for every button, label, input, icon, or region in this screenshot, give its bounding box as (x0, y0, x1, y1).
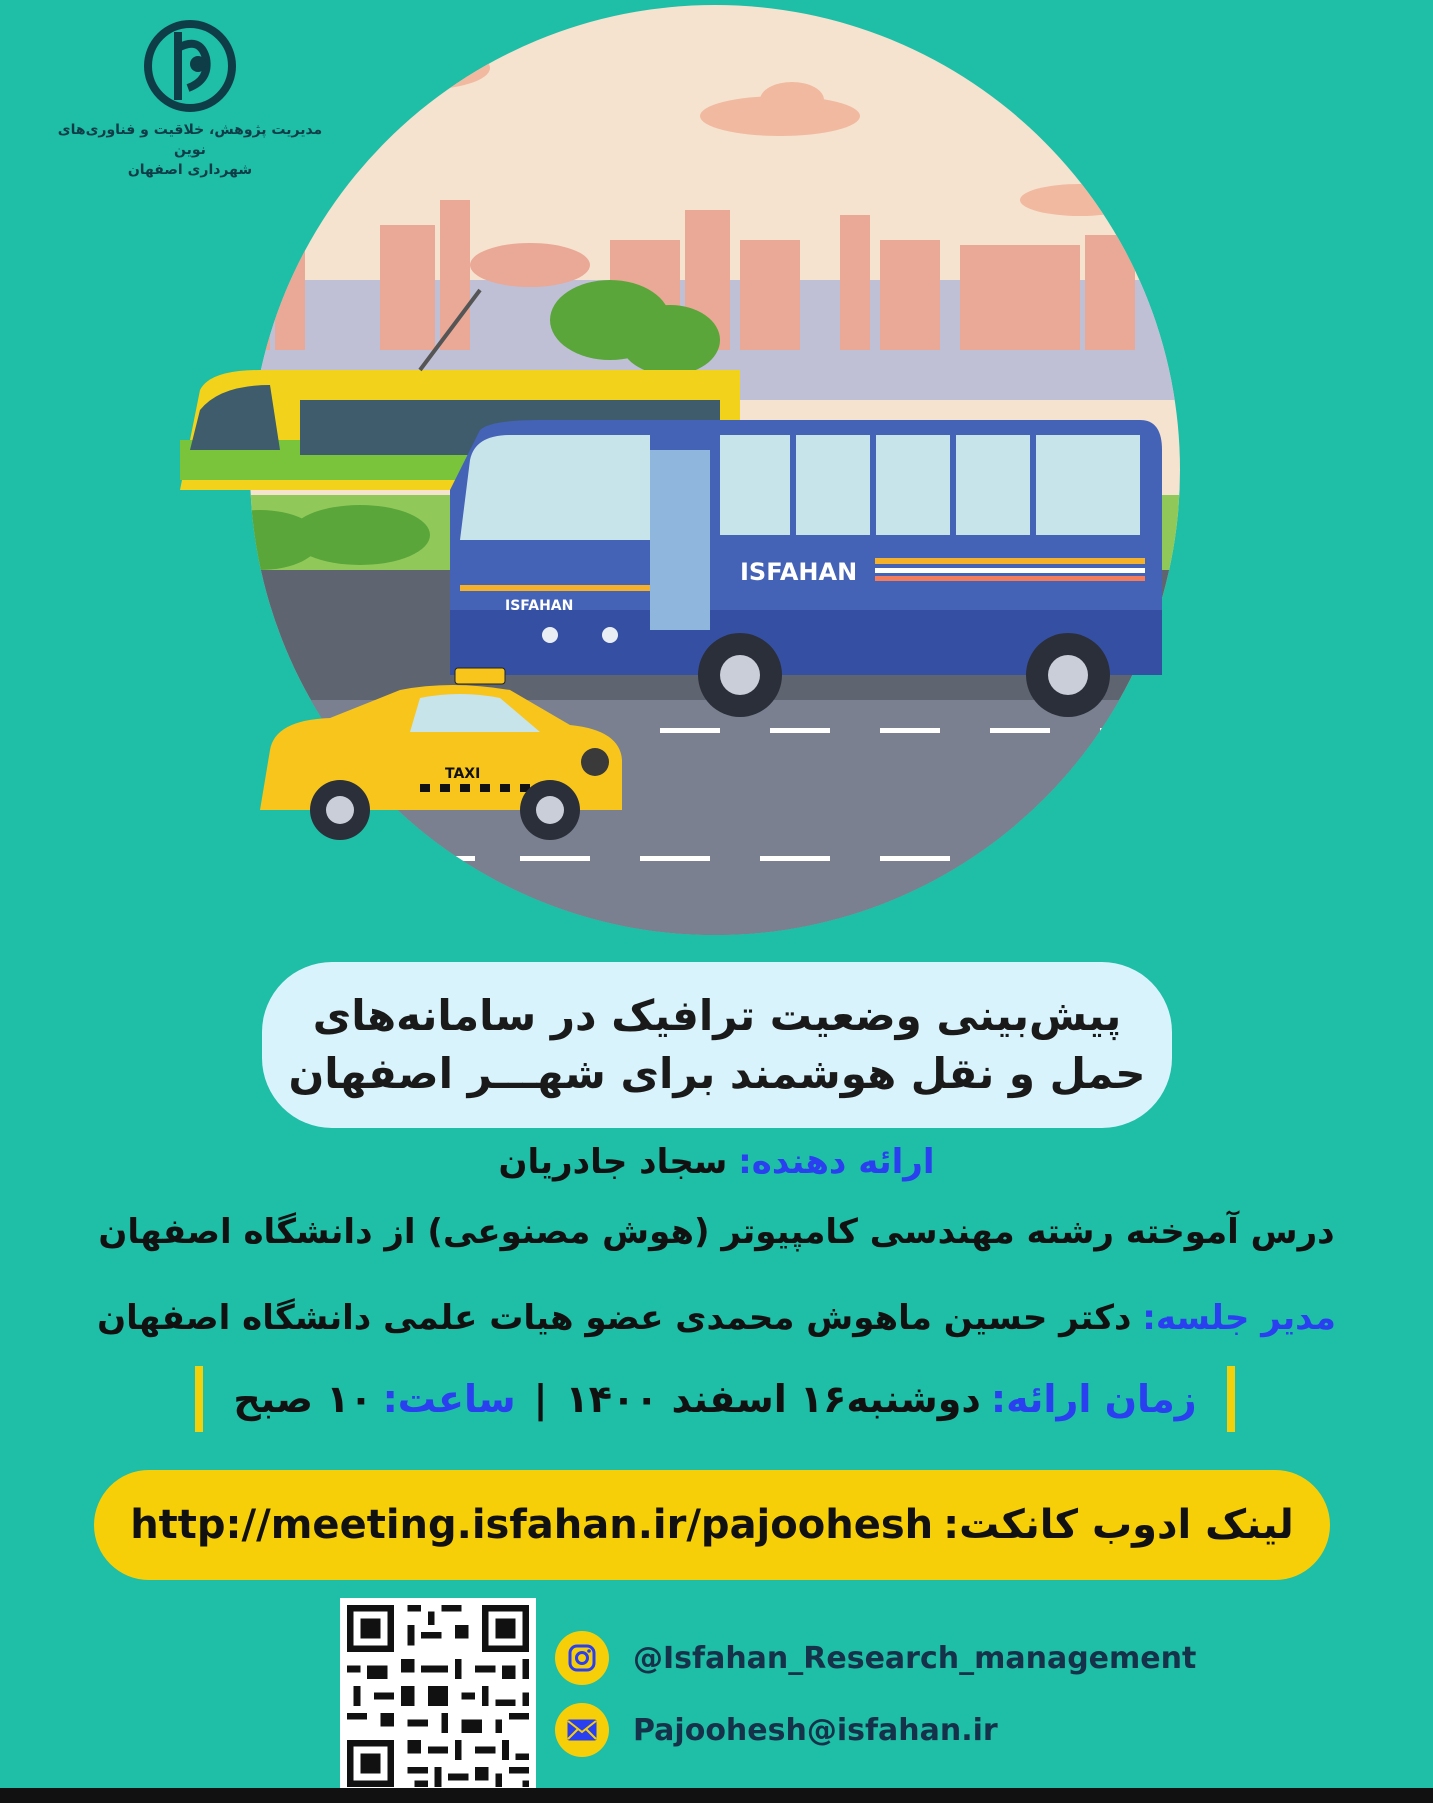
logo-line-2: شهرداری اصفهان (127, 162, 253, 178)
time-label: زمان ارائه: (990, 1377, 1197, 1421)
moderator-label: مدیر جلسه: (1142, 1298, 1336, 1338)
link-label: لینک ادوب کانکت: (943, 1502, 1294, 1548)
logo-line-1: مدیریت پژوهش، خلاقیت و فناوری‌های نوین (57, 122, 323, 158)
title-line-1: پیش‌بینی وضعیت ترافیک در سامانه‌های (312, 991, 1122, 1040)
email-contact[interactable] (555, 1700, 998, 1760)
taxi-label: TAXI (445, 766, 481, 782)
title-box (262, 962, 1172, 1128)
email-icon (555, 1703, 609, 1757)
hour-label: ساعت: (382, 1377, 516, 1421)
bus (450, 420, 1162, 717)
title-line-2: حمل و نقل هوشمند برای شهـــر اصفهان (288, 1049, 1146, 1098)
meeting-link[interactable]: http://meeting.isfahan.ir/pajoohesh (130, 1502, 934, 1548)
qr-code[interactable] (340, 1598, 536, 1794)
divider-bar (1227, 1366, 1235, 1432)
presenter-name: سجاد جادریان (498, 1142, 728, 1182)
course-text: درس آموخته رشته مهندسی کامپیوتر (هوش مصنوعی) از دانشگاه اصفهان (98, 1212, 1335, 1252)
bus-front-label: ISFAHAN (505, 598, 574, 614)
email-address[interactable]: Pajoohesh@isfahan.ir (633, 1712, 998, 1748)
divider-bar (195, 1366, 203, 1432)
presenter-label: ارائه دهنده: (738, 1142, 935, 1182)
instagram-handle[interactable]: @Isfahan_Research_management (633, 1640, 1197, 1676)
transport-illustration (180, 0, 1260, 940)
instagram-contact[interactable] (555, 1628, 1196, 1688)
moderator-name: دکتر حسین ماهوش محمدی عضو هیات علمی دانشگاه اصفهان (97, 1298, 1132, 1338)
schedule-separator: | (533, 1377, 548, 1421)
presenter-background (60, 1212, 1373, 1252)
date-value: دوشنبه۱۶ اسفند ۱۴۰۰ (565, 1377, 981, 1421)
meeting-link-pill[interactable] (94, 1470, 1330, 1580)
instagram-icon (555, 1631, 609, 1685)
moderator-row (60, 1298, 1373, 1338)
bottom-strip (0, 1788, 1433, 1803)
schedule-row (195, 1362, 1235, 1436)
hour-value: ۱۰ صبح (233, 1377, 373, 1421)
bus-side-label: ISFAHAN (740, 558, 858, 586)
presenter-row (60, 1142, 1373, 1182)
